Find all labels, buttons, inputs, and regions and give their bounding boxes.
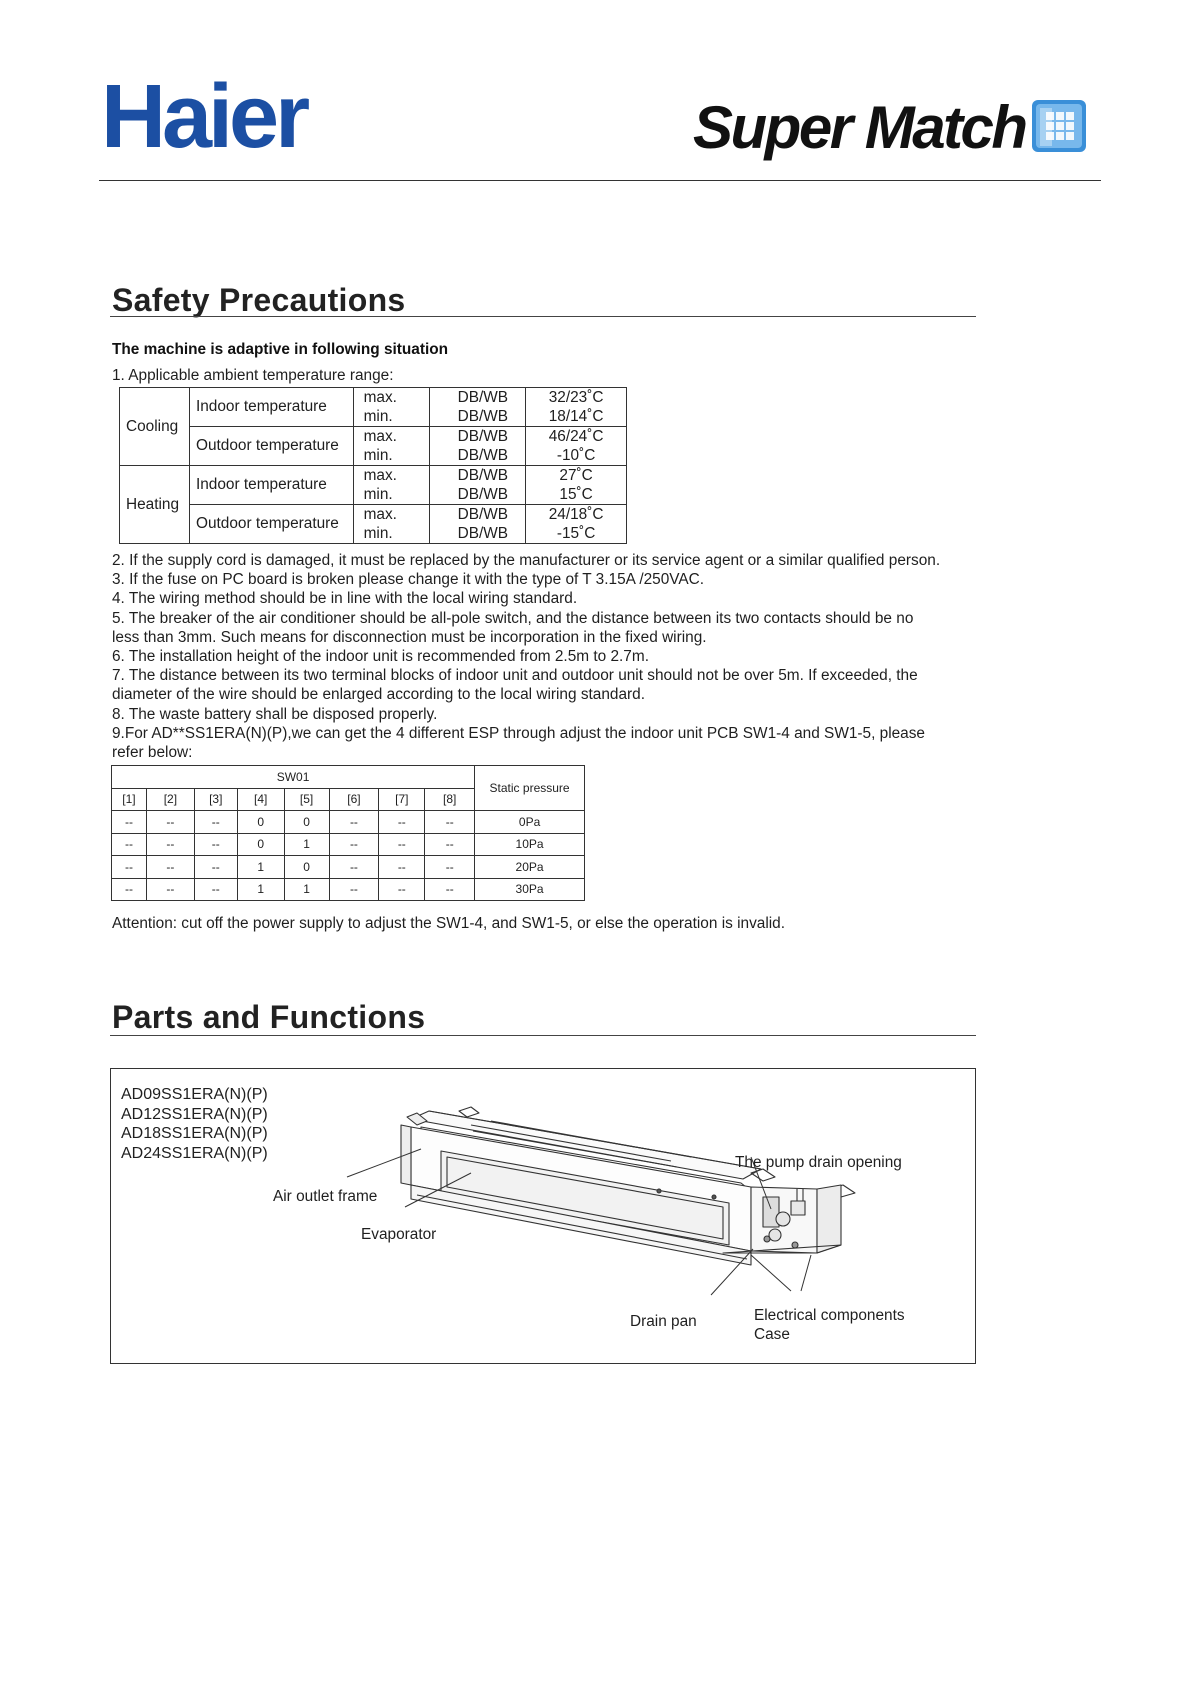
label-electrical-components: Electrical components [754, 1307, 905, 1324]
value-cell: 32/23˚C 18/14˚C [526, 388, 627, 427]
cooling-label: Cooling [120, 388, 190, 466]
header-divider [99, 180, 1101, 181]
temperature-table [119, 387, 627, 544]
mode-cell: max. min. [353, 388, 430, 427]
safety-item: less than 3mm. Such means for disconnection must be incorporation in the fixed wiring. [112, 628, 707, 646]
safety-items [112, 551, 940, 762]
sw01-header: SW01 [112, 766, 475, 789]
label-case: Case [754, 1326, 790, 1343]
type-cell: DB/WB DB/WB [430, 427, 526, 466]
type-cell: DB/WB DB/WB [430, 466, 526, 505]
value-cell: 27˚C 15˚C [526, 466, 627, 505]
label-drain-pan: Drain pan [630, 1313, 697, 1330]
location-cell: Outdoor temperature [189, 427, 353, 466]
safety-title: Safety Precautions [112, 282, 406, 318]
series-logo-text: Super Match [693, 94, 1026, 161]
table-row: -- -- -- 1 0 -- -- -- 20Pa [112, 856, 585, 879]
type-cell: DB/WB DB/WB [430, 388, 526, 427]
safety-item: refer below: [112, 744, 193, 762]
model-item: AD24SS1ERA(N)(P) [121, 1144, 268, 1162]
cube-logo-icon [1030, 98, 1088, 154]
type-cell: DB/WB DB/WB [430, 505, 526, 544]
model-item: AD12SS1ERA(N)(P) [121, 1105, 268, 1123]
safety-item: 3. If the fuse on PC board is broken please change it with the type of T 3.15A /250VAC. [112, 571, 705, 589]
safety-item: 6. The installation height of the indoor unit is recommended from 2.5m to 2.7m. [112, 648, 649, 666]
table-row [120, 427, 627, 466]
static-pressure-header: Static pressure [475, 766, 585, 811]
safety-item: diameter of the wire should be enlarged according to the local wiring standard. [112, 686, 645, 704]
brand-logo: Haier [101, 67, 307, 167]
safety-item: 5. The breaker of the air conditioner should be all-pole switch, and the distance between its two contacts should be no [112, 609, 914, 627]
safety-title-rule [110, 316, 976, 317]
parts-title-rule [110, 1035, 976, 1036]
model-item: AD09SS1ERA(N)(P) [121, 1086, 268, 1103]
label-evaporator: Evaporator [361, 1226, 437, 1243]
mode-cell: max. min. [353, 466, 430, 505]
parts-title: Parts and Functions [112, 999, 426, 1035]
series-logo [693, 94, 1088, 161]
mode-cell: max. min. [353, 427, 430, 466]
attention-note: Attention: cut off the power supply to adjust the SW1-4, and SW1-5, or else the operation is invalid. [112, 915, 786, 932]
table-row: -- -- -- 1 1 -- -- -- 30Pa [112, 878, 585, 901]
safety-item: 2. If the supply cord is damaged, it must be replaced by the manufacturer or its service agent or a similar qualified person. [112, 552, 941, 569]
heating-label: Heating [120, 466, 190, 544]
safety-item: 8. The waste battery shall be disposed properly. [112, 705, 438, 723]
location-cell: Indoor temperature [189, 466, 353, 505]
location-cell: Indoor temperature [189, 388, 353, 427]
table-row: -- -- -- 0 1 -- -- -- 10Pa [112, 833, 585, 856]
safety-subtitle: The machine is adaptive in following situation [112, 341, 449, 358]
switch-columns: [1] [2] [3] [4] [5] [6] [7] [8] [112, 788, 585, 811]
leader-case [801, 1255, 811, 1291]
safety-item-1: 1. Applicable ambient temperature range: [112, 367, 394, 384]
mode-cell: max. min. [353, 505, 430, 544]
model-item: AD18SS1ERA(N)(P) [121, 1125, 268, 1142]
value-cell: 24/18˚C -15˚C [526, 505, 627, 544]
safety-item: 7. The distance between its two terminal blocks of indoor unit and outdoor unit should not be over 5m. If exceeded, the [112, 667, 918, 685]
safety-item: 9.For AD**SS1ERA(N)(P),we can get the 4 different ESP through adjust the indoor unit PCB SW1-4 and SW1-5, please [112, 724, 925, 742]
value-cell: 46/24˚C -10˚C [526, 427, 627, 466]
table-row [120, 388, 627, 427]
label-air-outlet-frame: Air outlet frame [273, 1188, 378, 1205]
sw01-table [111, 765, 585, 901]
table-row [120, 505, 627, 544]
leader-electrical [751, 1255, 791, 1291]
label-pump-drain-opening: The pump drain opening [735, 1154, 902, 1171]
safety-item: 4. The wiring method should be in line with the local wiring standard. [112, 590, 578, 608]
table-row [120, 466, 627, 505]
parts-diagram-box [110, 1068, 976, 1364]
table-row: -- -- -- 0 0 -- -- -- 0Pa [112, 811, 585, 834]
location-cell: Outdoor temperature [189, 505, 353, 544]
